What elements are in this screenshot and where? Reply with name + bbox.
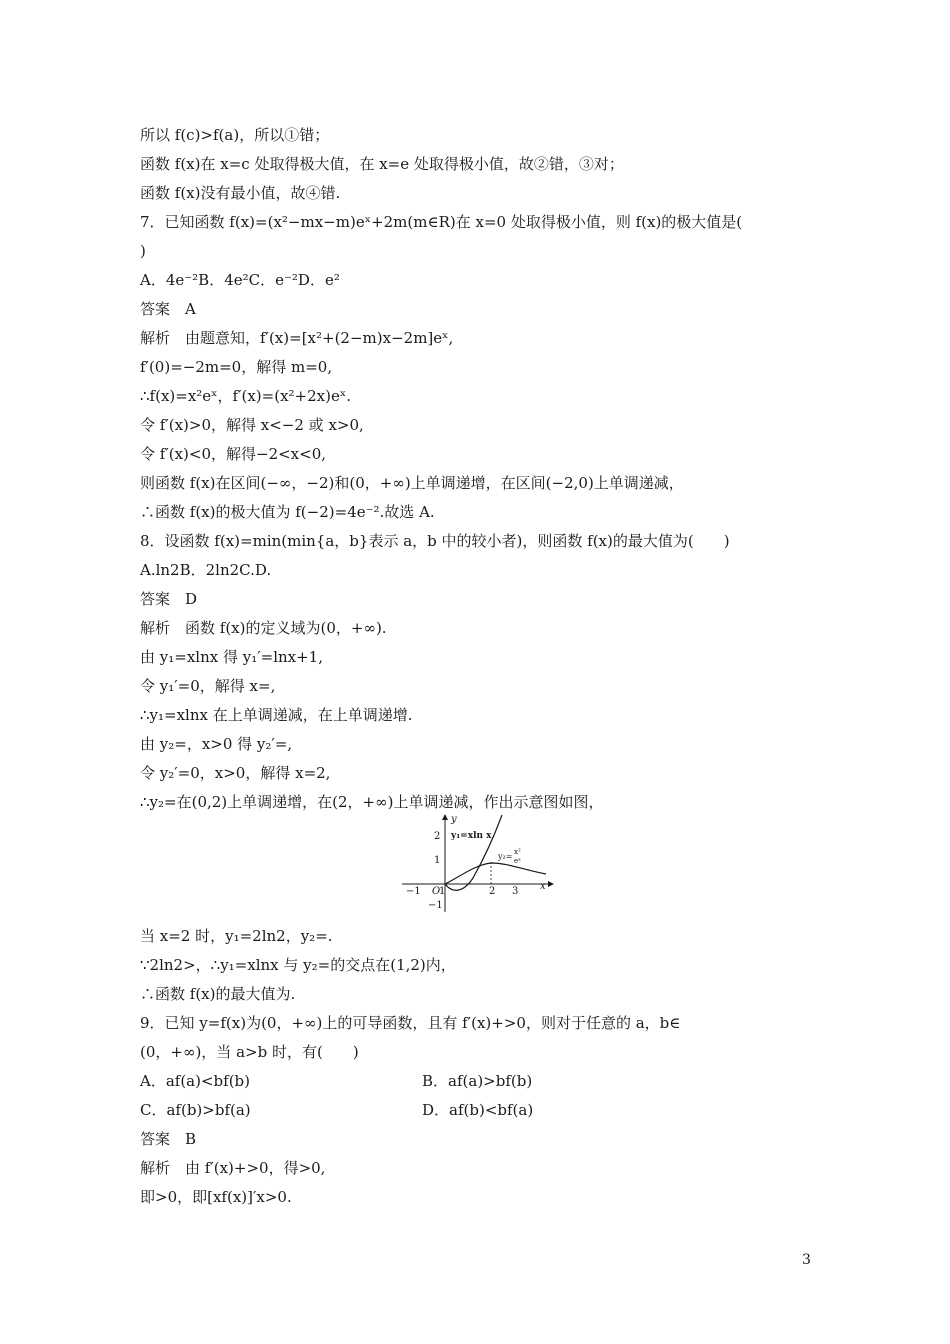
page-number: 3 bbox=[802, 1252, 811, 1268]
solution-line: ∴y₂=在(0,2)上单调递增，在(2，+∞)上单调递减，作出示意图如图， bbox=[140, 793, 604, 811]
solution-line: 由 y₁=xlnx 得 y₁′=lnx+1, bbox=[140, 648, 323, 666]
option-b: B．af(a)>bf(b) bbox=[422, 1072, 533, 1090]
solution-line: 令 f′(x)<0，解得−2<x<0, bbox=[140, 445, 327, 463]
question-9-stem-end: (0，+∞)，当 a>b 时，有( ) bbox=[140, 1043, 359, 1061]
text-line: 函数 f(x)在 x=c 处取得极大值，在 x=e 处取得极小值，故②错，③对； bbox=[140, 155, 624, 173]
y-axis-arrow bbox=[442, 814, 448, 820]
question-7-options: A．4e⁻²B．4e²C．e⁻²D．e² bbox=[140, 271, 340, 289]
solution-line: 当 x=2 时，y₁=2ln2，y₂=. bbox=[140, 927, 333, 945]
y-tick-label: 2 bbox=[434, 831, 441, 842]
option-d: D．af(b)<bf(a) bbox=[422, 1101, 534, 1119]
curve-y2-denominator: eˣ bbox=[514, 857, 522, 865]
solution-line: ∴y₁=xlnx 在上单调递减，在上单调递增. bbox=[140, 706, 413, 724]
solution-line: ∴函数 f(x)的极大值为 f(−2)=4e⁻².故选 A. bbox=[140, 503, 435, 521]
question-7-stem-end: ) bbox=[140, 242, 146, 260]
text-line: 所以 f(c)>f(a)，所以①错； bbox=[140, 126, 330, 144]
question-7-stem: 7．已知函数 f(x)=(x²−mx−m)eˣ+2m(m∈R)在 x=0 处取得极小值，则 f(x)的极大值是( bbox=[140, 213, 743, 231]
solution-line: 由 y₂=，x>0 得 y₂′=, bbox=[140, 735, 293, 753]
solution-line: 即>0，即[xf(x)]′x>0. bbox=[140, 1188, 292, 1206]
option-a: A．af(a)<bf(b) bbox=[140, 1072, 251, 1090]
answer-label: 答案 A bbox=[140, 300, 196, 318]
solution-line: 令 y₁′=0，解得 x=, bbox=[140, 677, 276, 695]
solution-line: 令 f′(x)>0，解得 x<−2 或 x>0, bbox=[140, 416, 364, 434]
x-axis-label: x bbox=[540, 881, 546, 892]
function-graph bbox=[398, 812, 558, 916]
curve-y2-label: y₂= bbox=[498, 852, 513, 861]
option-c: C．af(b)>bf(a) bbox=[140, 1101, 251, 1119]
x-tick-label: −1 bbox=[406, 886, 421, 897]
solution-line: ∵2ln2>，∴y₁=xlnx 与 y₂=的交点在(1,2)内， bbox=[140, 956, 456, 974]
solution-line: 令 y₂′=0，x>0，解得 x=2, bbox=[140, 764, 331, 782]
y-tick-label: 1 bbox=[434, 855, 441, 866]
x-tick-label: 3 bbox=[512, 886, 519, 897]
solution-line: 解析 由 f′(x)+>0，得>0, bbox=[140, 1159, 326, 1177]
solution-line: 则函数 f(x)在区间(−∞，−2)和(0，+∞)上单调递增，在区间(−2,0)上单调递减， bbox=[140, 474, 684, 492]
solution-line: 解析 由题意知，f′(x)=[x²+(2−m)x−2m]eˣ, bbox=[140, 329, 454, 347]
question-8-options: A.ln2B．2ln2C.D. bbox=[140, 561, 272, 579]
x-axis-arrow bbox=[548, 881, 554, 887]
solution-line: ∴函数 f(x)的最大值为. bbox=[140, 985, 296, 1003]
answer-label: 答案 B bbox=[140, 1130, 197, 1148]
answer-label: 答案 D bbox=[140, 590, 198, 608]
curve-y1-label: y₁=xln x bbox=[451, 831, 492, 841]
text-line: 函数 f(x)没有最小值，故④错. bbox=[140, 184, 341, 202]
question-8-stem: 8．设函数 f(x)=min(min{a，b}表示 a，b 中的较小者)，则函数 f(x)的最大值为( ) bbox=[140, 532, 730, 550]
x-tick-label: 1 bbox=[439, 886, 446, 897]
question-9-stem: 9．已知 y=f(x)为(0，+∞)上的可导函数，且有 f′(x)+>0，则对于任意的 a，b∈ bbox=[140, 1014, 681, 1032]
solution-line: f′(0)=−2m=0，解得 m=0, bbox=[140, 358, 333, 376]
x-tick-label: 2 bbox=[489, 886, 496, 897]
curve-y2 bbox=[445, 863, 546, 884]
solution-line: 解析 函数 f(x)的定义域为(0，+∞). bbox=[140, 619, 387, 637]
y-tick-label: −1 bbox=[428, 900, 443, 911]
curve-y2-numerator: x² bbox=[514, 848, 521, 856]
origin-label: O bbox=[432, 886, 441, 897]
y-axis-label: y bbox=[451, 814, 457, 825]
solution-line: ∴f(x)=x²eˣ，f′(x)=(x²+2x)eˣ. bbox=[140, 387, 351, 405]
